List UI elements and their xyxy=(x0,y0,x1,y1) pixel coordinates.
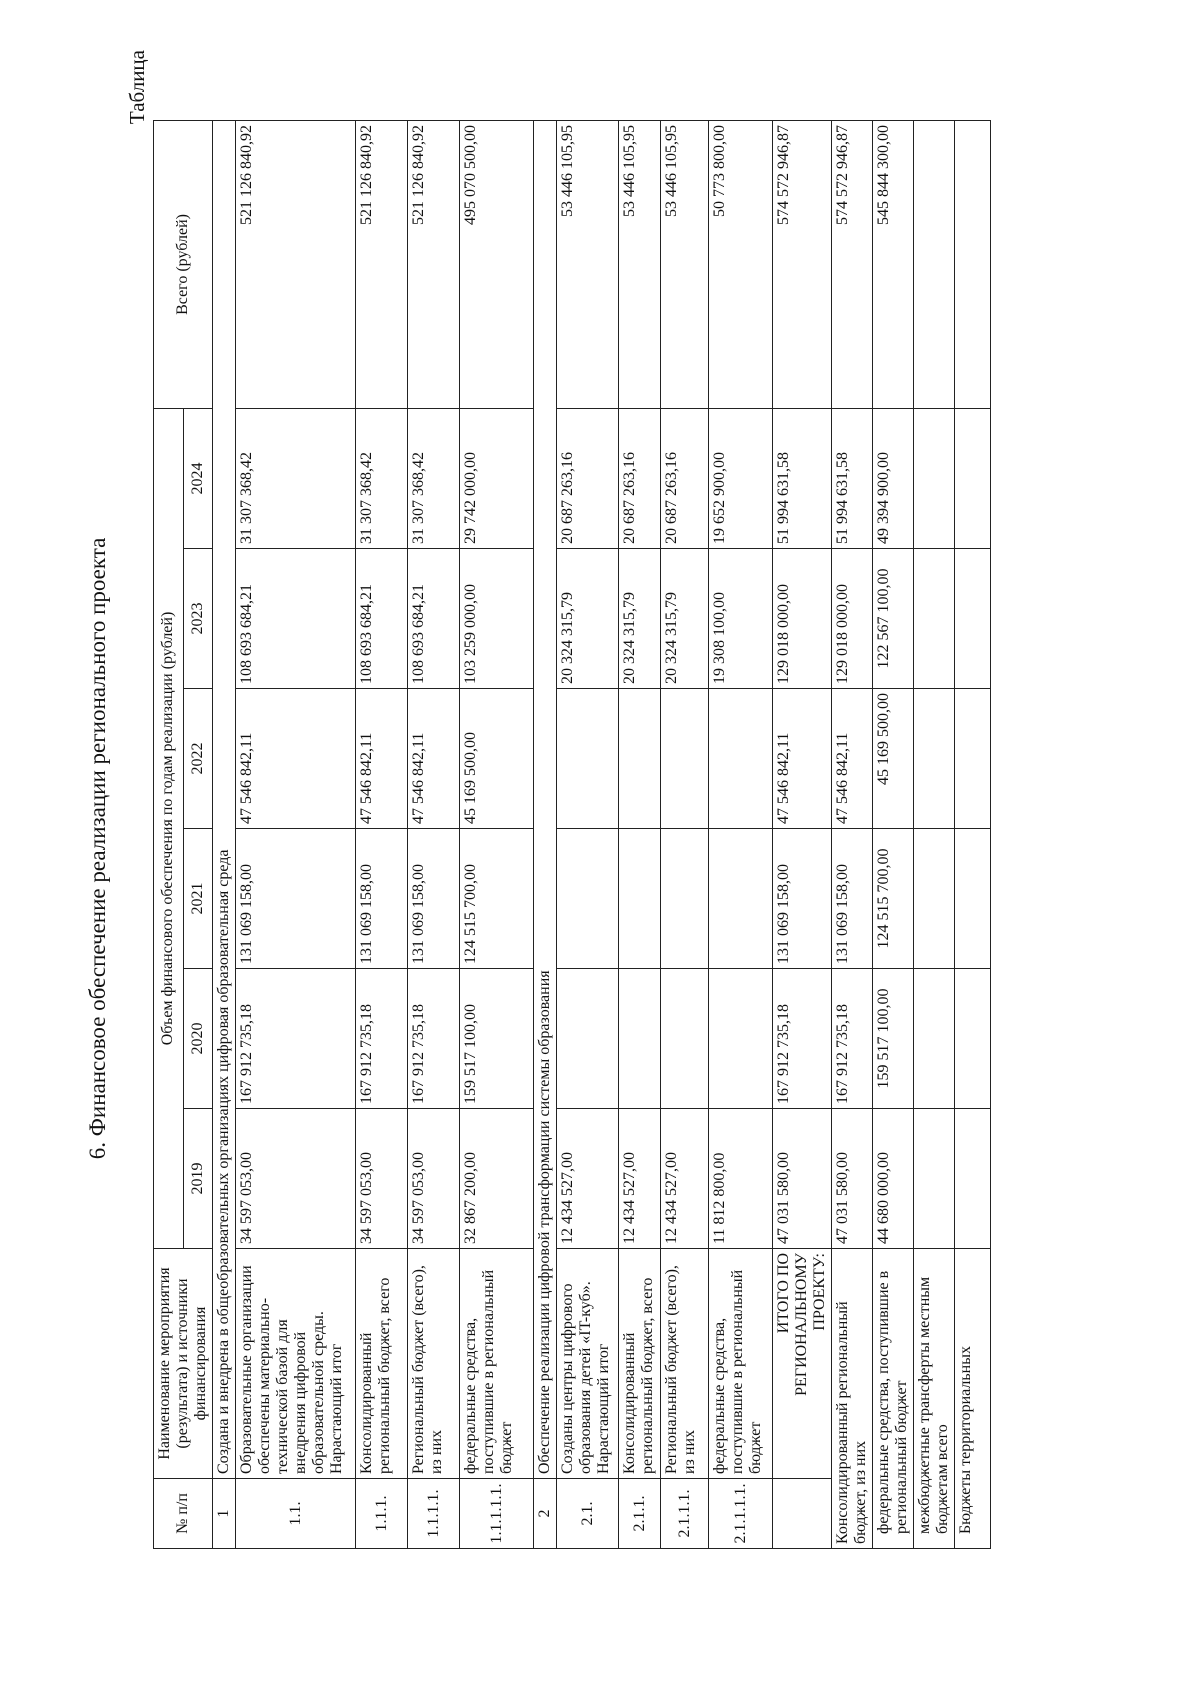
header-total: Всего (рублей) xyxy=(154,120,213,408)
value-cell: 11 812 800,00 xyxy=(709,1109,773,1249)
empty-cell xyxy=(955,1109,991,1249)
value-cell: 167 912 735,18 xyxy=(236,969,356,1109)
value-cell: 167 912 735,18 xyxy=(408,969,460,1109)
value-cell: 108 693 684,21 xyxy=(236,549,356,689)
row-num: 1 xyxy=(213,1479,236,1549)
total-cell: 53 446 105,95 xyxy=(557,120,619,408)
value-cell: 34 597 053,00 xyxy=(236,1109,356,1249)
value-cell: 34 597 053,00 xyxy=(408,1109,460,1249)
value-cell: 20 324 315,79 xyxy=(661,549,709,689)
value-cell: 51 994 631,58 xyxy=(773,408,832,548)
total-cell: 495 070 500,00 xyxy=(460,120,534,408)
table-label: Таблица xyxy=(125,50,149,125)
row-name: Консолидированный региональный бюджет, всего xyxy=(356,1249,408,1479)
value-cell: 167 912 735,18 xyxy=(773,969,832,1109)
header-year: 2023 xyxy=(183,549,213,689)
row-num: 2.1. xyxy=(557,1479,619,1549)
value-cell: 31 307 368,42 xyxy=(408,408,460,548)
value-cell xyxy=(661,689,709,829)
total-cell: 574 572 946,87 xyxy=(832,120,873,408)
header-row-1 xyxy=(154,120,184,1548)
empty-cell xyxy=(955,549,991,689)
section-row xyxy=(534,120,557,1548)
table-row xyxy=(709,120,773,1548)
value-cell xyxy=(557,689,619,829)
value-cell xyxy=(619,689,661,829)
value-cell xyxy=(661,969,709,1109)
value-cell: 131 069 158,00 xyxy=(356,829,408,969)
row-name: Региональный бюджет (всего), из них xyxy=(408,1249,460,1479)
row-name: федеральные средства, поступившие в региональный бюджет xyxy=(460,1249,534,1479)
empty-cell xyxy=(955,829,991,969)
section-title: Создана и внедрена в общеобразовательных организациях цифровая образовательная среда xyxy=(213,120,236,1478)
empty-cell xyxy=(914,408,955,548)
row-num: 2.1.1. xyxy=(619,1479,661,1549)
total-cell: 545 844 300,00 xyxy=(873,120,914,408)
row-name: Консолидированный региональный бюджет, всего xyxy=(619,1249,661,1479)
value-cell: 159 517 100,00 xyxy=(460,969,534,1109)
header-year: 2019 xyxy=(183,1109,213,1249)
empty-cell xyxy=(914,120,955,408)
value-cell: 167 912 735,18 xyxy=(832,969,873,1109)
value-cell: 47 546 842,11 xyxy=(773,689,832,829)
header-year: 2022 xyxy=(183,689,213,829)
empty-cell xyxy=(914,969,955,1109)
value-cell xyxy=(619,829,661,969)
value-cell xyxy=(619,969,661,1109)
row-name: федеральные средства, поступившие в региональный бюджет xyxy=(873,1249,914,1549)
value-cell: 19 308 100,00 xyxy=(709,549,773,689)
value-cell: 124 515 700,00 xyxy=(460,829,534,969)
empty-cell xyxy=(773,1479,832,1549)
row-name: межбюджетные трансферты местным бюджетам всего xyxy=(914,1249,955,1549)
value-cell: 131 069 158,00 xyxy=(236,829,356,969)
header-name: Наименование мероприятия (результата) и источники финансирования xyxy=(154,1249,213,1479)
page-title: 6. Финансовое обеспечение реализации регионального проекта xyxy=(85,537,110,1160)
row-num: 2.1.1.1. xyxy=(661,1479,709,1549)
financing-table xyxy=(153,120,991,1549)
row-num: 1.1.1.1.1. xyxy=(460,1479,534,1549)
value-cell xyxy=(709,689,773,829)
value-cell: 44 680 000,00 xyxy=(873,1109,914,1249)
value-cell xyxy=(661,829,709,969)
empty-cell xyxy=(955,120,991,408)
value-cell: 32 867 200,00 xyxy=(460,1109,534,1249)
row-name: Созданы центры цифрового образования детей «IT-куб». Нарастающий итог xyxy=(557,1249,619,1479)
total-row xyxy=(955,120,991,1548)
value-cell: 131 069 158,00 xyxy=(773,829,832,969)
value-cell: 159 517 100,00 xyxy=(873,969,914,1109)
value-cell: 31 307 368,42 xyxy=(236,408,356,548)
empty-cell xyxy=(955,408,991,548)
header-num: № п/п xyxy=(154,1479,213,1549)
value-cell: 12 434 527,00 xyxy=(661,1109,709,1249)
section-row xyxy=(213,120,236,1548)
value-cell: 45 169 500,00 xyxy=(873,689,914,829)
row-name: Региональный бюджет (всего), из них xyxy=(661,1249,709,1479)
total-cell: 53 446 105,95 xyxy=(619,120,661,408)
total-cell: 521 126 840,92 xyxy=(236,120,356,408)
value-cell xyxy=(557,829,619,969)
value-cell: 108 693 684,21 xyxy=(408,549,460,689)
table-row xyxy=(661,120,709,1548)
section-title: Обеспечение реализации цифровой трансформации системы образования xyxy=(534,120,557,1478)
value-cell xyxy=(709,829,773,969)
value-cell: 124 515 700,00 xyxy=(873,829,914,969)
value-cell xyxy=(557,969,619,1109)
value-cell: 31 307 368,42 xyxy=(356,408,408,548)
value-cell: 167 912 735,18 xyxy=(356,969,408,1109)
total-row xyxy=(914,120,955,1548)
row-num: 1.1. xyxy=(236,1479,356,1549)
total-row xyxy=(832,120,873,1548)
table-row xyxy=(408,120,460,1548)
row-name: Консолидированный региональный бюджет, из них xyxy=(832,1249,873,1549)
table-row xyxy=(236,120,356,1548)
empty-cell xyxy=(914,689,955,829)
empty-cell xyxy=(914,1109,955,1249)
value-cell: 47 031 580,00 xyxy=(773,1109,832,1249)
row-name: федеральные средства, поступившие в региональный бюджет xyxy=(709,1249,773,1479)
row-name: Образовательные организации обеспечены материально-технической базой для внедрения цифровой образовательной среды. Нарастающий итог xyxy=(236,1249,356,1479)
total-row xyxy=(773,120,832,1548)
value-cell: 45 169 500,00 xyxy=(460,689,534,829)
empty-cell xyxy=(955,969,991,1109)
value-cell: 47 546 842,11 xyxy=(832,689,873,829)
value-cell: 122 567 100,00 xyxy=(873,549,914,689)
value-cell: 12 434 527,00 xyxy=(557,1109,619,1249)
header-year: 2021 xyxy=(183,829,213,969)
value-cell: 131 069 158,00 xyxy=(832,829,873,969)
row-num: 2 xyxy=(534,1479,557,1549)
value-cell: 103 259 000,00 xyxy=(460,549,534,689)
value-cell: 34 597 053,00 xyxy=(356,1109,408,1249)
empty-cell xyxy=(955,689,991,829)
table-row xyxy=(460,120,534,1548)
row-name: ИТОГО ПО РЕГИОНАЛЬНОМУ ПРОЕКТУ: xyxy=(773,1249,832,1479)
value-cell: 131 069 158,00 xyxy=(408,829,460,969)
value-cell: 129 018 000,00 xyxy=(832,549,873,689)
value-cell: 20 687 263,16 xyxy=(619,408,661,548)
value-cell: 49 394 900,00 xyxy=(873,408,914,548)
value-cell xyxy=(709,969,773,1109)
table-row xyxy=(619,120,661,1548)
table-row xyxy=(356,120,408,1548)
row-num: 1.1.1. xyxy=(356,1479,408,1549)
total-cell: 521 126 840,92 xyxy=(356,120,408,408)
value-cell: 47 546 842,11 xyxy=(356,689,408,829)
row-name: Бюджеты территориальных xyxy=(955,1249,991,1549)
value-cell: 20 324 315,79 xyxy=(557,549,619,689)
value-cell: 47 031 580,00 xyxy=(832,1109,873,1249)
header-year: 2024 xyxy=(183,408,213,548)
total-cell: 521 126 840,92 xyxy=(408,120,460,408)
header-volume-group: Объем финансового обеспечения по годам реализации (рублей) xyxy=(154,408,184,1248)
empty-cell xyxy=(914,829,955,969)
row-num: 2.1.1.1.1. xyxy=(709,1479,773,1549)
total-cell: 50 773 800,00 xyxy=(709,120,773,408)
row-num: 1.1.1.1. xyxy=(408,1479,460,1549)
value-cell: 20 687 263,16 xyxy=(661,408,709,548)
value-cell: 47 546 842,11 xyxy=(236,689,356,829)
total-cell: 53 446 105,95 xyxy=(661,120,709,408)
table-row xyxy=(557,120,619,1548)
value-cell: 29 742 000,00 xyxy=(460,408,534,548)
value-cell: 47 546 842,11 xyxy=(408,689,460,829)
total-row xyxy=(873,120,914,1548)
value-cell: 108 693 684,21 xyxy=(356,549,408,689)
value-cell: 20 324 315,79 xyxy=(619,549,661,689)
header-year: 2020 xyxy=(183,969,213,1109)
value-cell: 129 018 000,00 xyxy=(773,549,832,689)
value-cell: 51 994 631,58 xyxy=(832,408,873,548)
value-cell: 19 652 900,00 xyxy=(709,408,773,548)
total-cell: 574 572 946,87 xyxy=(773,120,832,408)
empty-cell xyxy=(914,549,955,689)
value-cell: 20 687 263,16 xyxy=(557,408,619,548)
value-cell: 12 434 527,00 xyxy=(619,1109,661,1249)
